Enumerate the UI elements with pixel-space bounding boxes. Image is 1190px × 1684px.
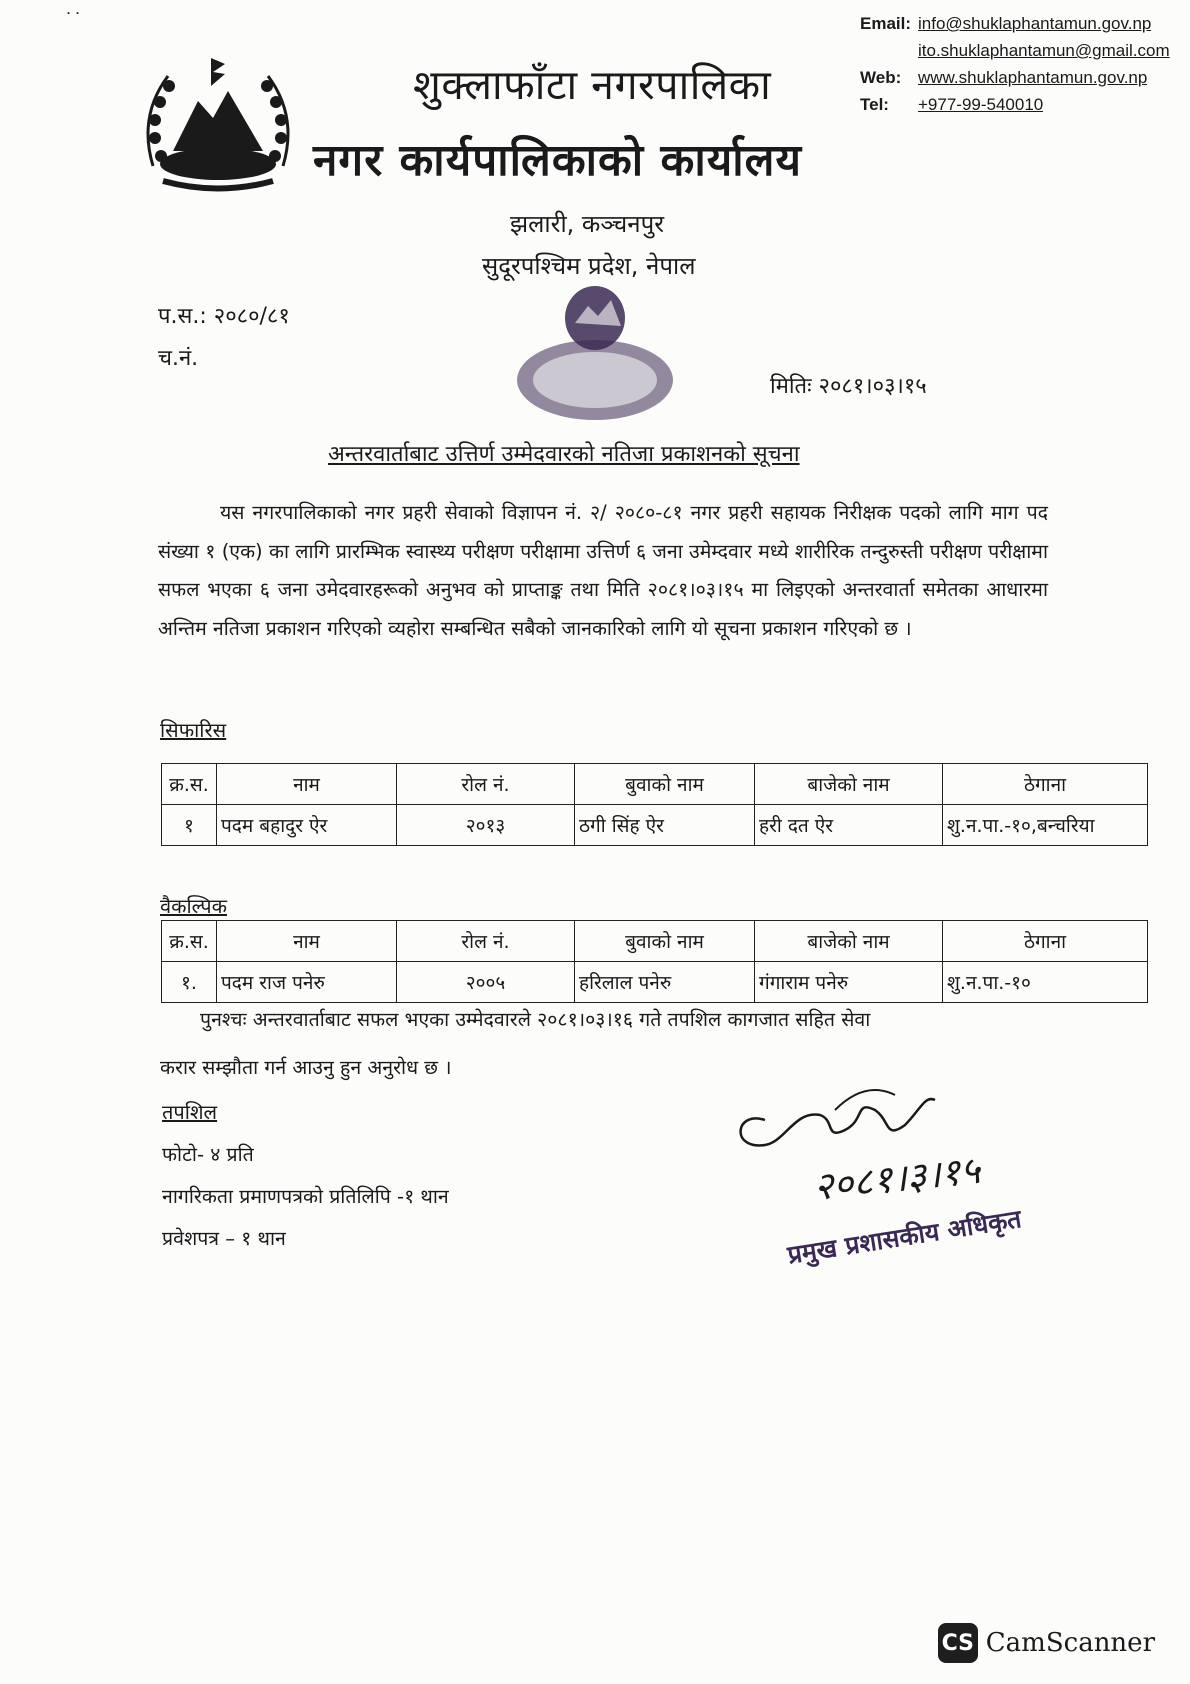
recommended-heading: सिफारिस (160, 718, 227, 742)
col-name: नाम (217, 921, 397, 962)
attachment-item: प्रवेशपत्र – १ थान (162, 1227, 286, 1250)
attachment-item: फोटो- ४ प्रति (162, 1143, 254, 1166)
cell-sn: १ (162, 805, 217, 846)
email-link-secondary[interactable]: ito.shuklaphantamun@gmail.com (918, 41, 1170, 60)
notice-body: यस नगरपालिकाको नगर प्रहरी सेवाको विज्ञापन नं. २/ २०८०-८१ नगर प्रहरी सहायक निरीक्षक पदको लागि माग पद संख्या १ (एक) का लागि प्रारम्भिक स्वास्थ्य परीक्षण परीक्षामा उत्तिर्ण ६ जना उमेम्दवार मध्ये शारीरिक तन्दुरुस्ती परीक्षण परीक्षामा सफल भएका ६ जना उमेदवारहरूको अनुभव को प्राप्ताङ्क तथा मिति २०८१।०३।१५ मा लिइएको अन्तरवार्ता समेतका आधारमा अन्तिम नतिजा प्रकाशन गरिएको व्यहोरा सम्बन्धित सबैको जानकारिको लागि यो सूचना प्रकाशन गरिएको छ । (158, 501, 1048, 640)
dispatch-number: च.नं. (158, 346, 199, 371)
signature-date: २०८१।३।१५ (811, 1147, 983, 1209)
cell-address: शु.न.पा.-१०,बन्चरिया (943, 805, 1148, 846)
col-address: ठेगाना (943, 764, 1148, 805)
col-name: नाम (217, 764, 397, 805)
email-link[interactable]: info@shuklaphantamun.gov.np (918, 14, 1152, 33)
col-grandfather: बाजेको नाम (755, 764, 943, 805)
cell-grandfather: गंगाराम पनेरु (755, 962, 943, 1003)
col-father: बुवाको नाम (575, 764, 755, 805)
table-header (162, 921, 1148, 962)
tel-label: Tel: (860, 95, 889, 114)
recommended-table (161, 763, 1148, 846)
cell-name: पदम बहादुर ऐर (217, 805, 397, 846)
cell-sn: १. (162, 962, 217, 1003)
col-roll: रोल नं. (397, 764, 575, 805)
table-row (162, 962, 1148, 1003)
notice-subject: अन्तरवार्ताबाट उत्तिर्ण उम्मेदवारको नतिजा प्रकाशनको सूचना (328, 442, 800, 467)
camscanner-watermark (938, 1623, 1155, 1663)
attachments-heading: तपशिल (162, 1100, 218, 1124)
col-father: बुवाको नाम (575, 921, 755, 962)
cell-name: पदम राज पनेरु (217, 962, 397, 1003)
office-place: झलारी, कञ्चनपुर (510, 210, 665, 238)
col-roll: रोल नं. (397, 921, 575, 962)
signatory-designation: प्रमुख प्रशासकीय अधिकृत (785, 1204, 1024, 1270)
cell-father: ठगी सिंह ऐर (575, 805, 755, 846)
col-sn: क्र.स. (162, 921, 217, 962)
camscanner-name: CamScanner (985, 1628, 1155, 1658)
contact-block (860, 10, 1190, 118)
office-province: सुदूरपश्चिम प्रदेश, नेपाल (482, 252, 696, 280)
government-emblem (133, 46, 303, 196)
alternate-heading: वैकल्पिक (160, 894, 227, 918)
cell-grandfather: हरी दत ऐर (755, 805, 943, 846)
email-label: Email: (860, 14, 912, 33)
scan-mark: ˙˙ (64, 10, 82, 31)
cell-roll: २००५ (397, 962, 575, 1003)
alternate-table (161, 920, 1148, 1003)
web-link[interactable]: www.shuklaphantamun.gov.np (918, 68, 1148, 87)
col-address: ठेगाना (943, 921, 1148, 962)
attachment-item: नागरिकता प्रमाणपत्रको प्रतिलिपि -१ थान (162, 1185, 449, 1208)
signature (725, 1080, 1095, 1230)
col-grandfather: बाजेको नाम (755, 921, 943, 962)
table-row (162, 805, 1148, 846)
office-stamp (503, 268, 688, 433)
table-header (162, 764, 1148, 805)
cell-father: हरिलाल पनेरु (575, 962, 755, 1003)
notice-date: मितिः २०८१।०३।१५ (770, 374, 927, 399)
web-label: Web: (860, 68, 902, 87)
fiscal-year: प.स.: २०८०/८१ (158, 304, 290, 329)
cell-roll: २०१३ (397, 805, 575, 846)
camscanner-logo-icon: CS (938, 1623, 978, 1663)
office-name: नगर कार्यपालिकाको कार्यालय (313, 135, 802, 186)
tel-number: +977-99-540010 (918, 95, 1044, 114)
municipality-name: शुक्लाफाँटा नगरपालिका (413, 61, 772, 109)
postscript-line-2: करार सम्झौता गर्न आउनु हुन अनुरोध छ । (160, 1056, 452, 1079)
cell-address: शु.न.पा.-१० (943, 962, 1148, 1003)
postscript-line-1: पुनश्चः अन्तरवार्ताबाट सफल भएका उम्मेदवारले २०८१।०३।१६ गते तपशिल कागजात सहित सेवा (200, 1008, 871, 1031)
col-sn: क्र.स. (162, 764, 217, 805)
